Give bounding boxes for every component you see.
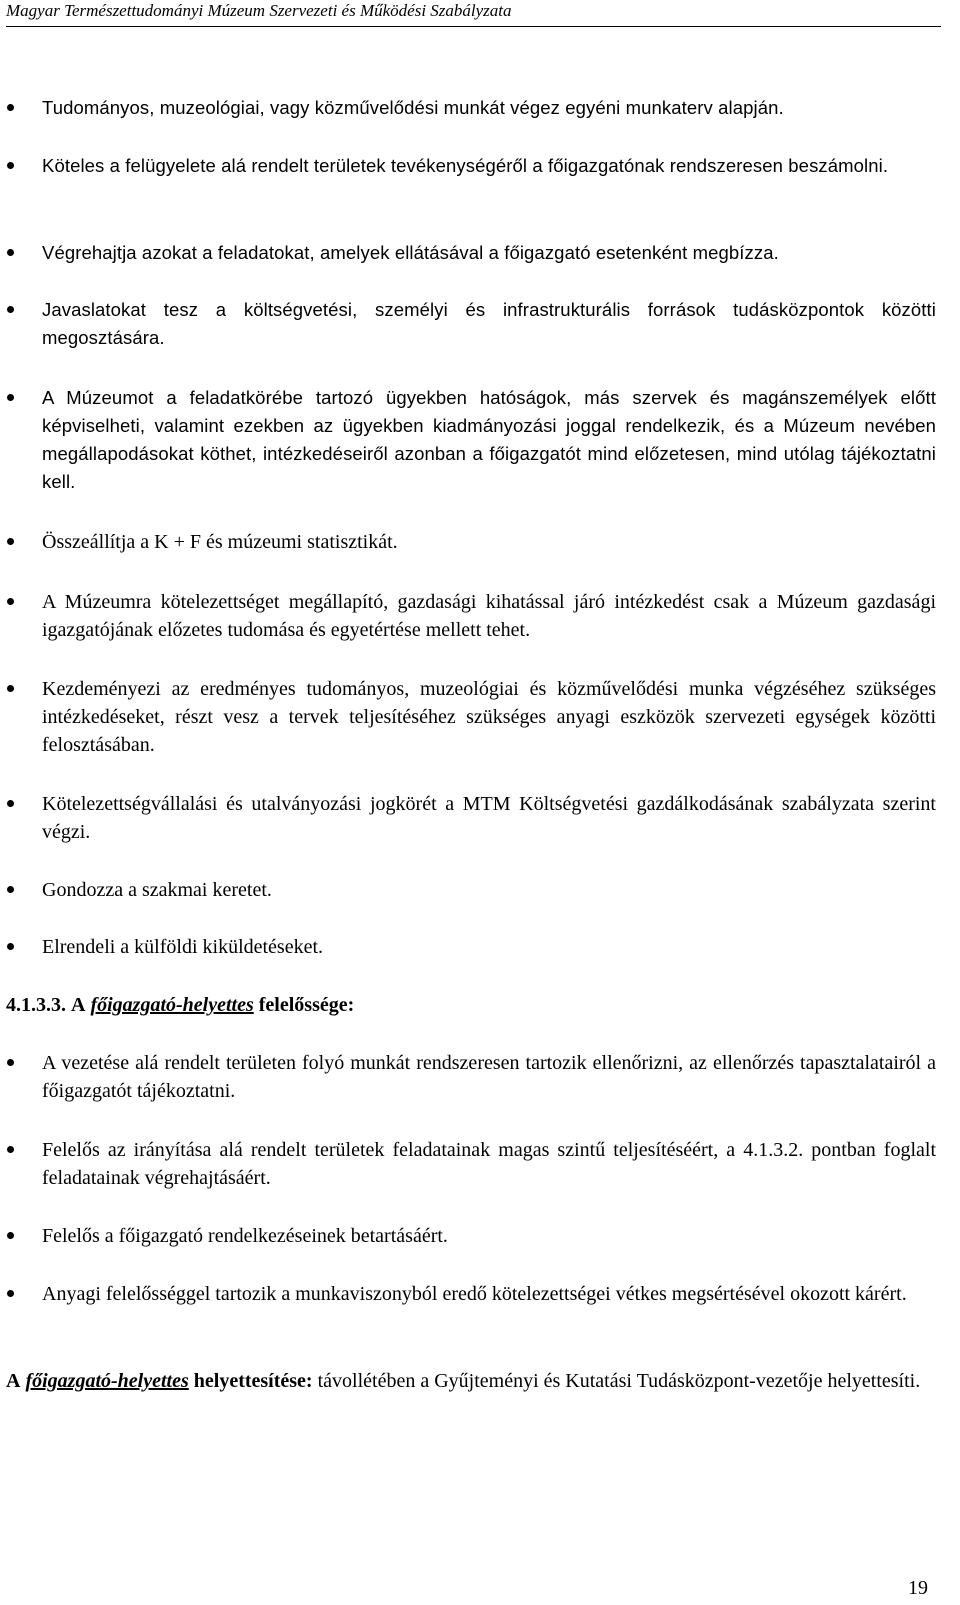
bullet-icon: [7, 1059, 14, 1066]
list-item-text: Anyagi felelősséggel tartozik a munkaviszonyból eredő kötelezettségei vétkes megsértésével okozott kárért.: [42, 1283, 907, 1305]
bullet-icon: [7, 943, 14, 950]
final-article: A: [6, 1370, 21, 1392]
bullet-icon: [7, 598, 14, 605]
list-item-text: Végrehajtja azokat a feladatokat, amelyek ellátásával a főigazgató esetenként megbízza.: [42, 242, 779, 263]
list-item-text: Összeállítja a K + F és múzeumi statisztikát.: [42, 531, 398, 553]
bullet-icon: [7, 538, 14, 545]
section-heading: [6, 991, 936, 1019]
list-item-text: A vezetése alá rendelt területen folyó munkát rendszeresen tartozik ellenőrizni, az ellenőrzés tapasztalatairól a főigazgatót tájékoztatni.: [42, 1052, 936, 1102]
bullet-icon: [7, 886, 14, 893]
bullet-icon: [7, 104, 14, 111]
section-title-rest: felelőssége:: [258, 994, 355, 1016]
list-item-text: Felelős az irányítása alá rendelt területek feladatainak magas szintű teljesítéséért, a 4.1.3.2. pontban foglalt feladatainak végrehajtásáért.: [42, 1139, 936, 1189]
section-title-italic: főigazgató-helyettes: [90, 994, 254, 1016]
bullet-icon: [7, 249, 14, 256]
list-item-text: Felelős a főigazgató rendelkezéseinek betartásáért.: [42, 1225, 448, 1247]
bullet-icon: [7, 1290, 14, 1297]
final-text: távollétében a Gyűjteményi és Kutatási Tudásközpont-vezetője helyettesíti.: [317, 1370, 921, 1392]
bullet-icon: [7, 394, 14, 401]
bullet-icon: [7, 306, 14, 313]
bullet-icon: [7, 685, 14, 692]
bullet-icon: [7, 1146, 14, 1153]
section-number: 4.1.3.3.: [6, 994, 66, 1016]
bullet-icon: [7, 1232, 14, 1239]
page-number: 19: [908, 1577, 928, 1599]
section-article: A: [71, 994, 86, 1016]
document-header: [6, 0, 941, 27]
header-title: Magyar Természettudományi Múzeum Szervezeti és Működési Szabályzata: [6, 1, 512, 20]
substitution-paragraph: [6, 1367, 936, 1395]
list-item-text: A Múzeumra kötelezettséget megállapító, gazdasági kihatással járó intézkedést csak a Múzeum gazdasági igazgatójának előzetes tudomása és egyetértése mellett tehet.: [42, 591, 936, 641]
list-item-text: Elrendeli a külföldi kiküldetéseket.: [42, 936, 324, 958]
bullet-icon: [7, 162, 14, 169]
list-item-text: Kötelezettségvállalási és utalványozási jogkörét a MTM Költségvetési gazdálkodásának szabályzata szerint végzi.: [42, 793, 936, 843]
final-bold: helyettesítése:: [193, 1370, 313, 1392]
list-item-text: Gondozza a szakmai keretet.: [42, 879, 272, 901]
list-item-text: Kezdeményezi az eredményes tudományos, muzeológiai és közművelődési munka végzéséhez szükséges intézkedéseket, részt vesz a tervek teljesítéséhez szükséges anyagi eszközök szervezeti egységek közötti felosztásában.: [42, 678, 936, 756]
final-title-italic: főigazgató-helyettes: [25, 1370, 189, 1392]
bullet-icon: [7, 800, 14, 807]
list-item-text: Javaslatokat tesz a költségvetési, személyi és infrastrukturális források tudásközpontok közötti megosztására.: [42, 299, 936, 348]
list-item-text: Tudományos, muzeológiai, vagy közművelődési munkát végez egyéni munkaterv alapján.: [42, 97, 784, 118]
list-item-text: A Múzeumot a feladatkörébe tartozó ügyekben hatóságok, más szervek és magánszemélyek előtt képviselheti, valamint ezekben az ügyekben kiadmányozási joggal rendelkezik, és a Múzeum nevében megállapodásokat köthet, intézkedéseiről azonban a főigazgatót mind előzetesen, mind utólag tájékoztatni kell.: [42, 387, 936, 492]
list-item-text: Köteles a felügyelete alá rendelt területek tevékenységéről a főigazgatónak rendszeresen beszámolni.: [42, 155, 889, 176]
